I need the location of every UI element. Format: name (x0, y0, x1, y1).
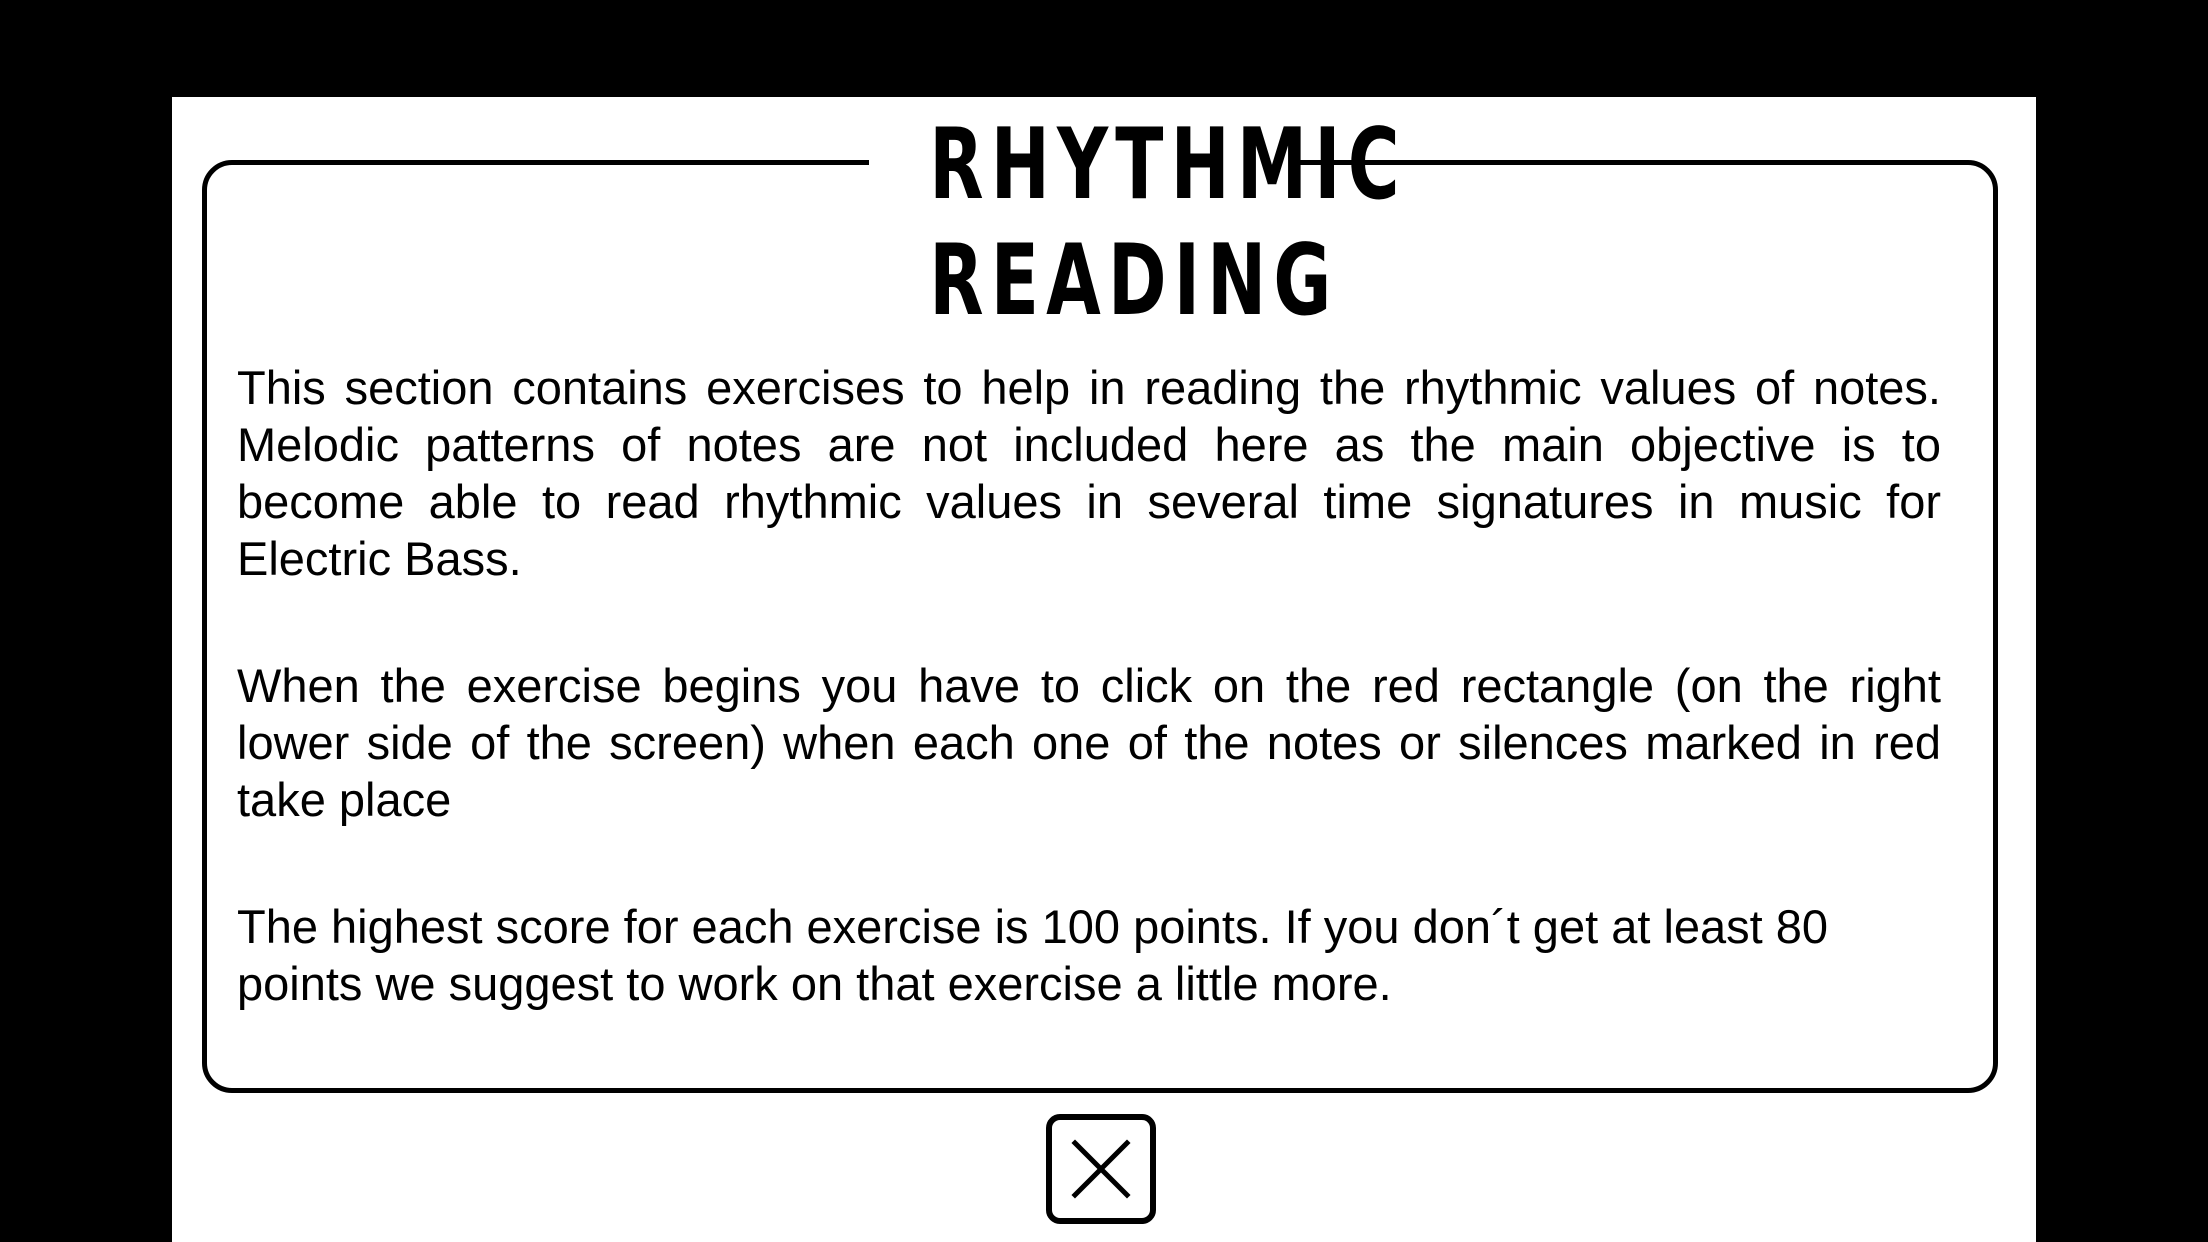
paragraph-instructions: When the exercise begins you have to click on the red rectangle (on the right lower side of the screen) when each one of the notes or silences marked in red take place (237, 659, 1941, 826)
dialog-body (237, 359, 1941, 1082)
close-button[interactable] (1046, 1114, 1156, 1224)
title-line-1: RHYTHMIC (929, 108, 1407, 222)
info-dialog (172, 97, 2036, 1242)
close-x-icon (1052, 1120, 1150, 1218)
title-line-2: READING (929, 224, 1339, 338)
paragraph-scoring: The highest score for each exercise is 100 points. If you don´t get at least 80 points we suggest to work on that exercise a little more. (237, 900, 1829, 1010)
dialog-title (869, 107, 1407, 339)
paragraph-intro: This section contains exercises to help in reading the rhythmic values of notes. Melodic patterns of notes are not included here as the main objective is to become able to read rhythmic values in several time signatures in music for Electric Bass. (237, 361, 1941, 585)
